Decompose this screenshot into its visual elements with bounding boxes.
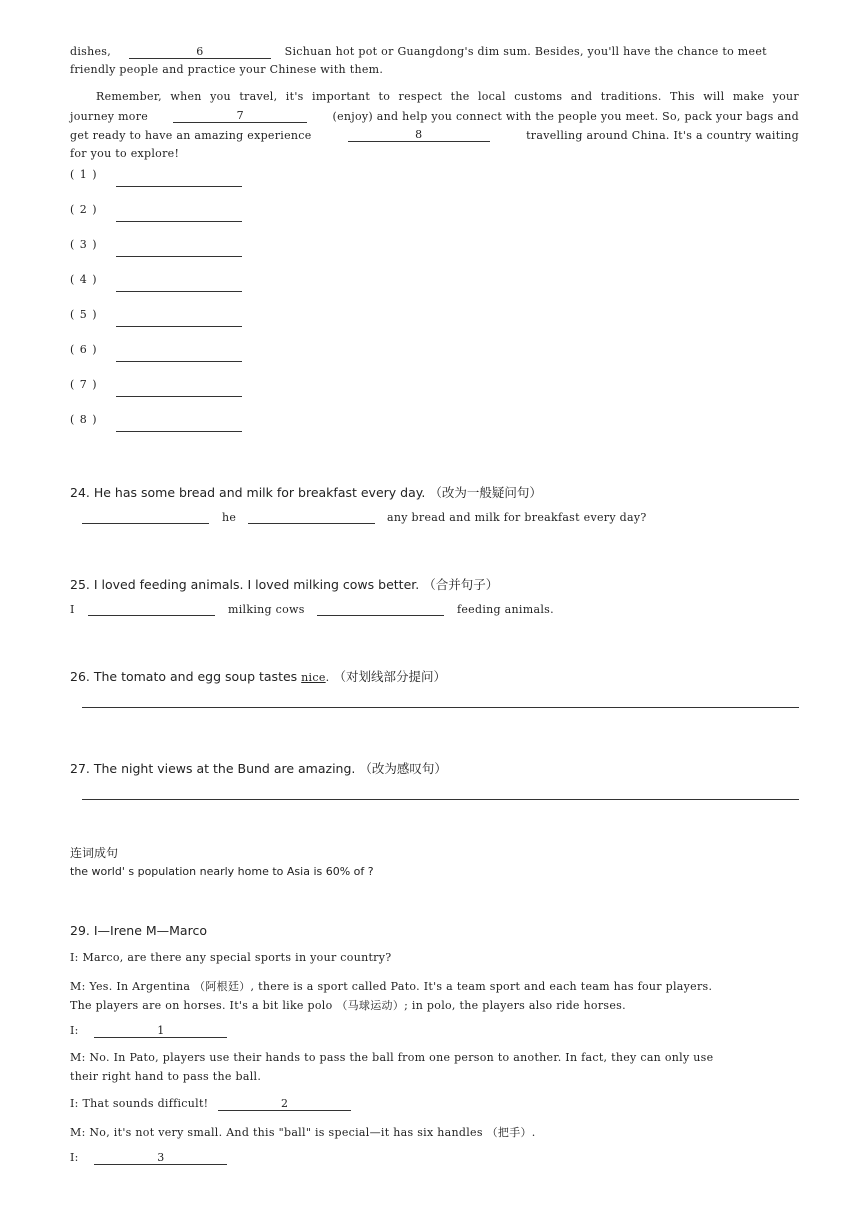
answer-line-2[interactable] bbox=[116, 221, 242, 222]
q24-word-he: he bbox=[222, 511, 237, 524]
blank-number: 6 bbox=[196, 45, 204, 58]
answer-line-8[interactable] bbox=[116, 431, 242, 432]
question-instruction: （对划线部分提问） bbox=[333, 669, 446, 684]
dialogue-line-2b: The players are on horses. It's a bit like polo （马球运动）; in polo, the players also ride horses. bbox=[70, 999, 626, 1012]
answer-line-7[interactable] bbox=[116, 396, 242, 397]
answer-label-2: ( 2 ) bbox=[70, 203, 98, 216]
q28-words: the world' s population nearly home to Asia is 60% of ? bbox=[70, 865, 374, 878]
answer-line-3[interactable] bbox=[116, 256, 242, 257]
passage-text: (enjoy) and help you connect with the people you meet. So, pack your bags and bbox=[332, 110, 799, 123]
answer-line-6[interactable] bbox=[116, 361, 242, 362]
blank-number: 8 bbox=[415, 128, 423, 141]
answer-label-7: ( 7 ) bbox=[70, 378, 98, 391]
dialogue-line-6: M: No, it's not very small. And this "ball" is special—it has six handles （把手）. bbox=[70, 1126, 536, 1139]
answer-label-6: ( 6 ) bbox=[70, 343, 98, 356]
question-26 bbox=[70, 667, 446, 685]
q24-blank-1[interactable] bbox=[82, 523, 209, 524]
question-instruction: （改为感叹句） bbox=[359, 761, 447, 776]
dialogue-line-7 bbox=[70, 1151, 227, 1165]
q25-blank-2[interactable] bbox=[317, 615, 444, 616]
dialogue-line-1: I: Marco, are there any special sports in your country? bbox=[70, 951, 392, 964]
question-instruction: （合并句子） bbox=[423, 577, 499, 592]
question-prompt: 25. I loved feeding animals. I loved milking cows better. bbox=[70, 577, 420, 592]
q25-word-middle: milking cows bbox=[228, 603, 305, 616]
dialogue-line-3 bbox=[70, 1024, 227, 1038]
passage-line-3: Remember, when you travel, it's important to respect the local customs and traditions. This will make your bbox=[96, 90, 799, 103]
speaker-label: I: bbox=[70, 1151, 79, 1164]
speaker-label: I: bbox=[70, 1024, 79, 1037]
dialogue-blank-2[interactable] bbox=[218, 1097, 351, 1111]
dialogue-blank-1[interactable] bbox=[94, 1024, 227, 1038]
passage-text: journey more bbox=[70, 110, 149, 123]
answer-label-5: ( 5 ) bbox=[70, 308, 98, 321]
answer-label-3: ( 3 ) bbox=[70, 238, 98, 251]
dialogue-line-5 bbox=[70, 1097, 351, 1111]
passage-line-4 bbox=[70, 109, 799, 123]
question-24 bbox=[70, 483, 542, 501]
q24-blank-2[interactable] bbox=[248, 523, 375, 524]
dialogue-line-4b: their right hand to pass the ball. bbox=[70, 1070, 262, 1083]
question-prompt: 27. The night views at the Bund are amazing. bbox=[70, 761, 356, 776]
q24-tail: any bread and milk for breakfast every day? bbox=[387, 511, 647, 524]
answer-line-1[interactable] bbox=[116, 186, 242, 187]
blank-8[interactable] bbox=[348, 128, 490, 142]
question-prompt: 26. The tomato and egg soup tastes bbox=[70, 669, 298, 684]
q28-title: 连词成句 bbox=[70, 846, 119, 860]
q25-blank-1[interactable] bbox=[88, 615, 215, 616]
q25-tail: feeding animals. bbox=[457, 603, 554, 616]
blank-7[interactable] bbox=[173, 109, 307, 123]
blank-number: 2 bbox=[281, 1097, 289, 1110]
dialogue-line-4a: M: No. In Pato, players use their hands to pass the ball from one person to another. In fact, they can only use bbox=[70, 1051, 714, 1064]
q29-title: 29. I—Irene M—Marco bbox=[70, 923, 207, 938]
passage-line-1 bbox=[70, 44, 799, 59]
passage-line-5 bbox=[70, 128, 799, 142]
answer-label-1: ( 1 ) bbox=[70, 168, 98, 181]
question-25 bbox=[70, 575, 498, 593]
question-instruction: （改为一般疑问句） bbox=[429, 485, 542, 500]
passage-line-6: for you to explore! bbox=[70, 147, 180, 160]
passage-text: get ready to have an amazing experience bbox=[70, 129, 312, 142]
blank-number: 1 bbox=[157, 1024, 165, 1037]
answer-label-4: ( 4 ) bbox=[70, 273, 98, 286]
blank-6[interactable] bbox=[129, 45, 271, 59]
question-27 bbox=[70, 759, 447, 777]
underlined-word: nice bbox=[301, 671, 326, 684]
passage-line-2: friendly people and practice your Chinese with them. bbox=[70, 63, 384, 76]
answer-label-8: ( 8 ) bbox=[70, 413, 98, 426]
dialogue-line-2a: M: Yes. In Argentina （阿根廷）, there is a sport called Pato. It's a team sport and each team has four players. bbox=[70, 980, 713, 993]
passage-text: travelling around China. It's a country waiting bbox=[526, 129, 799, 142]
q27-answer-line[interactable] bbox=[82, 799, 799, 800]
blank-number: 3 bbox=[157, 1151, 165, 1164]
question-prompt: 24. He has some bread and milk for breakfast every day. bbox=[70, 485, 426, 500]
dialogue-blank-3[interactable] bbox=[94, 1151, 227, 1165]
dialogue-text: I: That sounds difficult! bbox=[70, 1097, 209, 1110]
answer-line-4[interactable] bbox=[116, 291, 242, 292]
passage-text: Sichuan hot pot or Guangdong's dim sum. Besides, you'll have the chance to meet bbox=[284, 45, 767, 58]
q26-answer-line[interactable] bbox=[82, 707, 799, 708]
passage-text: dishes, bbox=[70, 45, 112, 58]
q25-word-i: I bbox=[70, 603, 75, 616]
question-prompt-end: . bbox=[325, 671, 330, 684]
answer-line-5[interactable] bbox=[116, 326, 242, 327]
blank-number: 7 bbox=[236, 109, 244, 122]
